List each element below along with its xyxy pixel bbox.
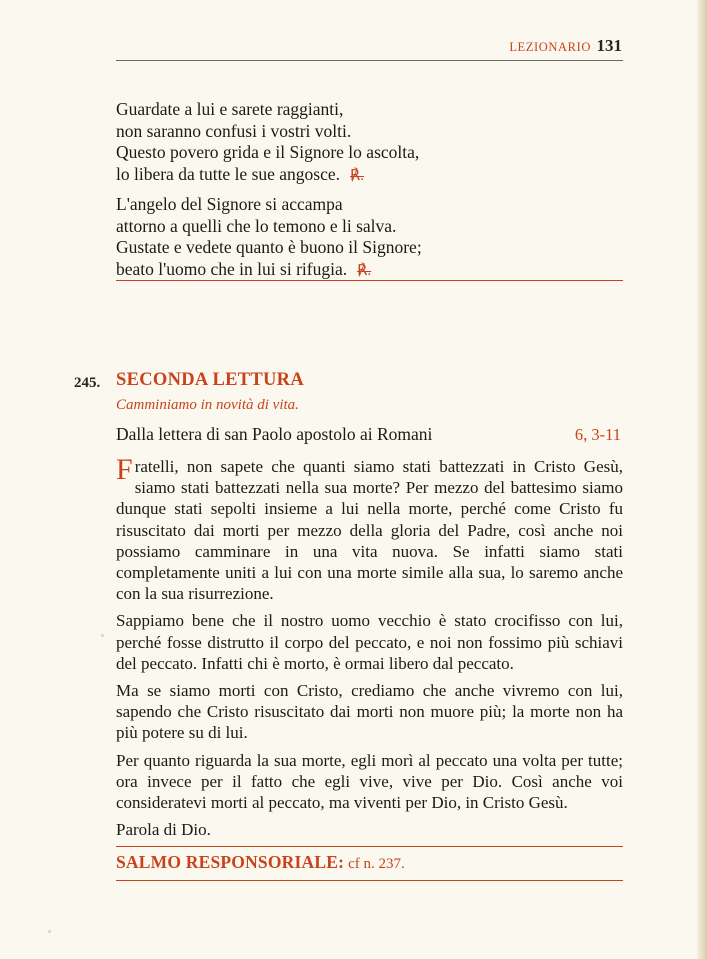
paper-speck	[48, 930, 51, 933]
reading-paragraph: Sappiamo bene che il nostro uomo vecchio è stato crocifisso con lui, perché fosse distrutto il corpo del peccato, e noi non fossimo più schiavi del peccato. Infatti chi è morto, è ormai libero dal peccato.	[116, 611, 623, 673]
reading-subtitle: Camminiamo in novità di vita.	[116, 397, 299, 413]
response-symbol: ℟.	[357, 262, 372, 279]
psalm-verses	[116, 99, 536, 289]
reading-number: 245.	[74, 375, 101, 391]
psalm-end-rule	[116, 280, 623, 281]
psalm-line-last	[116, 259, 536, 283]
page-number: 131	[596, 36, 622, 55]
psalm-line-text: beato l'uomo che in lui si rifugia.	[116, 258, 348, 279]
reading-source: Dalla lettera di san Paolo apostolo ai Romani	[116, 424, 433, 444]
book-spine-edge	[697, 0, 707, 959]
psalm-line: Guardate a lui e sarete raggianti,	[116, 99, 344, 119]
running-header-section: LEZIONARIO	[509, 40, 591, 54]
psalm-stanza	[116, 194, 536, 282]
salmo-title: SALMO RESPONSORIALE:	[116, 852, 345, 872]
salmo-reference: cf n. 237.	[348, 856, 405, 872]
reading-paragraph-text: ratelli, non sapete che quanti siamo stati battezzati in Cristo Gesù, siamo stati battezzati nella sua morte? Per mezzo del battesimo siamo dunque stati sepolti insieme a lui nella morte, perché come Cristo fu risuscitato dai morti per mezzo della gloria del Padre, così anche noi possiamo camminare in una vita nuova. Se infatti siamo stati completamente uniti a lui con una morte simile alla sua, lo saremo anche con la sua risurrezione.	[116, 457, 623, 604]
psalm-line-last	[116, 164, 536, 188]
psalm-line: non saranno confusi i vostri volti.	[116, 120, 352, 141]
salmo-bottom-rule	[116, 880, 623, 881]
response-symbol: ℟.	[350, 167, 365, 184]
reading-body	[116, 453, 623, 846]
reading-paragraph: Per quanto riguarda la sua morte, egli morì al peccato una volta per tutte; ora invece per il fatto che egli vive, vive per Dio. Così anche voi consideratevi morti al peccato, ma viventi per Dio, in Cristo Gesù.	[116, 750, 623, 813]
header-rule	[116, 60, 623, 61]
psalm-stanza	[116, 99, 536, 187]
psalm-line: L'angelo del Signore si accampa	[116, 194, 343, 214]
psalm-line: Gustate e vedete quanto è buono il Signore;	[116, 237, 422, 257]
psalm-line: Questo povero grida e il Signore lo ascolta,	[116, 142, 420, 162]
paper-speck	[101, 634, 104, 637]
salmo-top-rule	[116, 846, 623, 847]
reading-title: SECONDA LETTURA	[116, 370, 305, 390]
reading-paragraph: Ma se siamo morti con Cristo, crediamo che anche vivremo con lui, sapendo che Cristo risuscitato dai morti non muore più; la morte non ha più potere su di lui.	[116, 681, 623, 743]
psalm-line: attorno a quelli che lo temono e li salva.	[116, 215, 397, 236]
salmo-responsoriale	[116, 852, 405, 873]
reading-closing: Parola di Dio.	[116, 820, 211, 840]
reading-paragraph-first	[116, 453, 623, 604]
reading-reference: 6, 3-11	[574, 425, 621, 444]
drop-cap: F	[116, 453, 133, 486]
psalm-line-text: lo libera da tutte le sue angosce.	[116, 163, 341, 184]
